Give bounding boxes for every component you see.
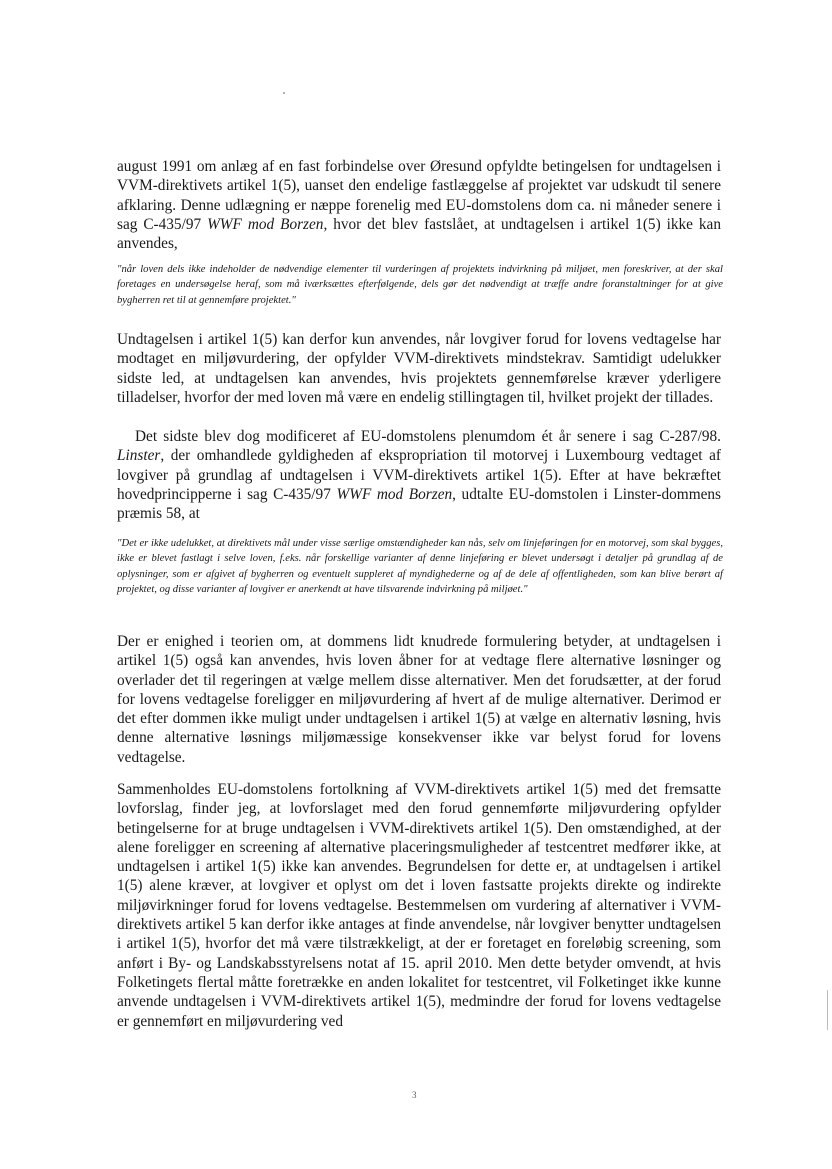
text-run: , der omhandlede gyldigheden af ekspropriation til motorvej i Luxembourg vedtaget af lovgiver på grundlag af undtagelsen i VVM-direktivets artikel 1(5). Efter at have bekræftet hovedprincipperne i sag C-435/97	[117, 447, 721, 503]
text-run: "når loven dels ikke indeholder de nødvendige elementer til vurderingen af projektets indvirkning på miljøet, men foreskriver, at der skal foretages en undersøgelse heraf, som må iværksættes efterfølgende, dels gør det nødvendigt at træffe andre foranstaltninger for at give bygherren ret til at gennemføre projektet."	[117, 264, 723, 306]
text-run: , udtalte EU-domstolen i Linster-dommens præmis 58, at	[117, 485, 721, 523]
body-paragraph	[117, 157, 721, 253]
text-run: Sammenholdes EU-domstolens fortolkning af VVM-direktivets artikel 1(5) med det fremsatte lovforslag, finder jeg, at lovforslaget med den forud gennemførte miljøvurdering opfylder betingelserne for at bruge undtagelsen i VVM-direktivets artikel 1(5). Den omstændighed, at der alene foreligger en screening af alternative placeringsmuligheder af testcentret medfører ikke, at undtagelsen i artikel 1(5) ikke kan anvendes. Begrundelsen for dette er, at undtagelsen i artikel 1(5) alene kræver, at lovgiver et oplyst om det i loven fastsatte projekts direkte og indirekte miljøvirkninger forud for lovens vedtagelse. Bestemmelsen om vurdering af alternativer i VVM-direktivets artikel 5 kan derfor ikke antages at finde anvendelse, når lovgiver benytter undtagelsen i artikel 1(5), hvorfor det må være tilstrækkeligt, at der er foretaget en foreløbig screening, som anført i By- og Landskabsstyrelsens notat af 15. april 2010. Men dette betyder omvendt, at hvis Folketingets flertal måtte foretrække en anden lokalitet for testcentret, vil Folketinget ikke kunne anvende undtagelsen i VVM-direktivets artikel 1(5), medmindre der forud for lovens vedtagelse er gennemført en miljøvurdering ved	[117, 781, 721, 1030]
text-run: Undtagelsen i artikel 1(5) kan derfor kun anvendes, når lovgiver forud for lovens vedtagelse har modtaget en miljøvurdering, der opfylder VVM-direktivets mindstekrav. Samtidigt udelukker sidste led, at undtagelsen kan anvendes, hvis projektets gennemførelse kræver yderligere tilladelser, hvorfor der med loven må være en endelig stillingtagen til, hvilket projekt der tillades.	[117, 331, 721, 406]
page-number: 3	[412, 1090, 417, 1100]
scan-edge-mark	[827, 990, 828, 1030]
emphasis-text: Linster	[117, 447, 161, 465]
block-quote	[117, 536, 723, 597]
text-run: , hvor det blev fastslået, at undtagelsen i artikel 1(5) ikke kan anvendes,	[117, 215, 721, 253]
emphasis-text: WWF mod Borzen	[207, 215, 324, 233]
block-quote	[117, 262, 723, 308]
body-paragraph	[117, 427, 721, 523]
body-paragraph	[117, 780, 721, 1031]
text-run: Der er enighed i teorien om, at dommens lidt knudrede formulering betyder, at undtagelsen i artikel 1(5) også kan anvendes, hvis loven åbner for at vedtage flere alternative løsninger og overlader det til regeringen at vælge mellem disse alternativer. Men det forudsætter, at der forud for lovens vedtagelse foreligger en miljøvurdering af hvert af de mulige alternativer. Derimod er det efter dommen ikke muligt under undtagelsen i artikel 1(5) at vælge en alternativ løsning, hvis denne alternative løsnings miljømæssige konsekvenser ikke var belyst forud for lovens vedtagelse.	[117, 633, 721, 766]
body-paragraph	[117, 632, 721, 767]
emphasis-text: WWF mod Borzen	[336, 485, 453, 503]
body-paragraph	[117, 330, 721, 407]
text-run: "Det er ikke udelukket, at direktivets mål under visse særlige omstændigheder kan nås, selv om linjeføringen for en motorvej, som skal bygges, ikke er blevet fastlagt i selve loven, f.eks. når forskellige varianter af denne linjeføring er blevet undersøgt i detaljer på grundlag af de oplysninger, som er afgivet af bygherren og eventuelt suppleret af myndighederne og af de dele af offentligheden, som kan blive berørt af projektet, og disse varianter af lovgiver er anerkendt at have tilsvarende indvirkning på miljøet."	[117, 538, 723, 595]
text-run: Det sidste blev dog modificeret af EU-domstolens plenumdom ét år senere i sag C-287/98.	[135, 428, 721, 445]
text-run: august 1991 om anlæg af en fast forbindelse over Øresund opfyldte betingelsen for undtagelsen i VVM-direktivets artikel 1(5), uanset den endelige fastlæggelse af projektet var udskudt til senere afklaring. Denne udlægning er næppe forenelig med EU-domstolens dom ca. ni måneder senere i sag C-435/97	[117, 158, 721, 233]
scan-speck	[283, 92, 285, 94]
